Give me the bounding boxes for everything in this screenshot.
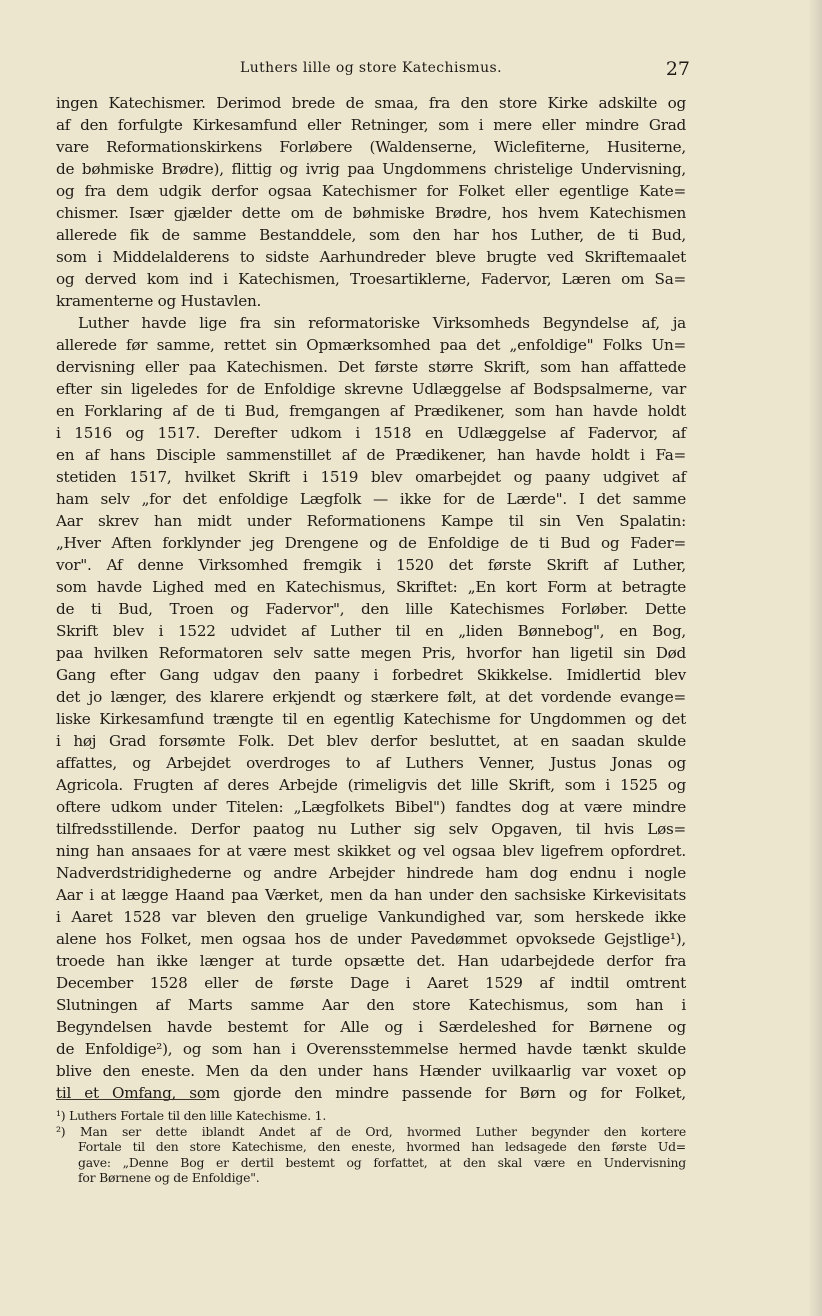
text-line: ingen Katechismer. Derimod brede de smaa, fra den store Kirke adskilte og: [56, 94, 686, 112]
text-line: en af hans Disciple sammenstillet af de Prædikener, han havde holdt i Fa=: [56, 446, 686, 464]
footnote-line: Fortale til den store Katechisme, den eneste, hvormed han ledsagede den første Ud=: [78, 1139, 686, 1154]
text-line: Skrift blev i 1522 udvidet af Luther til en „liden Bønnebog", en Bog,: [56, 622, 686, 640]
footnote-line: gave: „Denne Bog er dertil bestemt og forfattet, at den skal være en Undervisning: [78, 1154, 686, 1170]
text-line: Slutningen af Marts samme Aar den store Katechismus, som han i: [56, 996, 686, 1014]
text-line: og derved kom ind i Katechismen, Troesartiklerne, Fadervor, Læren om Sa=: [56, 270, 686, 288]
text-line: en Forklaring af de ti Bud, fremgangen af Prædikener, som han havde holdt: [56, 402, 686, 420]
text-line: de ti Bud, Troen og Fadervor", den lille Katechismes Forløber. Dette: [56, 600, 686, 618]
running-head: Luthers lille og store Katechismus.: [240, 60, 502, 76]
text-line: Luther havde lige fra sin reformatoriske Virksomheds Begyndelse af, ja: [78, 314, 686, 332]
text-line: ning han ansaaes for at være mest skikket og vel ogsaa blev ligefrem opfordret.: [56, 842, 686, 860]
text-line: alene hos Folket, men ogsaa hos de under Pavedømmet opvoksede Gejstlige¹),: [56, 930, 686, 948]
text-line: chismer. Især gjælder dette om de bøhmiske Brødre, hos hvem Katechismen: [56, 204, 686, 222]
text-line: ham selv „for det enfoldige Lægfolk — ikke for de Lærde". I det samme: [56, 490, 686, 508]
text-line: det jo længer, des klarere erkjendt og stærkere følt, at det vordende evange=: [56, 688, 686, 706]
text-line: som i Middelalderens to sidste Aarhundreder bleve brugte ved Skriftemaalet: [56, 248, 686, 266]
text-line: Nadverdstridighederne og andre Arbejder hindrede ham dog endnu i nogle: [56, 864, 686, 882]
text-line: affattes, og Arbejdet overdroges to af Luthers Venner, Justus Jonas og: [56, 754, 686, 772]
text-line: af den forfulgte Kirkesamfund eller Retninger, som i mere eller mindre Grad: [56, 116, 686, 134]
text-line: liske Kirkesamfund trængte til en egentlig Katechisme for Ungdommen og det: [56, 710, 686, 728]
text-line: Aar skrev han midt under Reformationens Kampe til sin Ven Spalatin:: [56, 512, 686, 530]
text-line: blive den eneste. Men da den under hans Hænder uvilkaarlig var voxet op: [56, 1062, 686, 1080]
text-line: til et Omfang, som gjorde den mindre passende for Børn og for Folket,: [56, 1084, 686, 1102]
page-edge-shadow: [808, 0, 822, 1316]
text-line: efter sin ligeledes for de Enfoldige skrevne Udlæggelse af Bodspsalmerne, var: [56, 380, 686, 398]
footnotes: [56, 1108, 686, 1186]
text-line: oftere udkom under Titelen: „Lægfolkets Bibel") fandtes dog at være mindre: [56, 798, 686, 816]
text-line: allerede fik de samme Bestanddele, som den har hos Luther, de ti Bud,: [56, 226, 686, 244]
footnote-divider: [56, 1099, 206, 1100]
text-line: Begyndelsen havde bestemt for Alle og i Særdeleshed for Børnene og: [56, 1018, 686, 1036]
text-line: vare Reformationskirkens Forløbere (Waldenserne, Wiclefiterne, Husiterne,: [56, 138, 686, 156]
text-line: og fra dem udgik derfor ogsaa Katechismer for Folket eller egentlige Kate=: [56, 182, 686, 200]
text-line: Agricola. Frugten af deres Arbejde (rimeligvis det lille Skrift, som i 1525 og: [56, 776, 686, 794]
text-line: de Enfoldige²), og som han i Overensstemmelse hermed havde tænkt skulde: [56, 1040, 686, 1058]
text-line: vor". Af denne Virksomhed fremgik i 1520 det første Skrift af Luther,: [56, 556, 686, 574]
text-line: dervisning eller paa Katechismen. Det første større Skrift, som han affattede: [56, 358, 686, 376]
text-line: i Aaret 1528 var bleven den gruelige Vankundighed var, som herskede ikke: [56, 908, 686, 926]
text-line: December 1528 eller de første Dage i Aaret 1529 af indtil omtrent: [56, 974, 686, 992]
text-line: allerede før samme, rettet sin Opmærksomhed paa det „enfoldige" Folks Un=: [56, 336, 686, 354]
text-line: de bøhmiske Brødre), flittig og ivrig paa Ungdommens christelige Undervisning,: [56, 160, 686, 178]
footnote-line: ²) Man ser dette iblandt Andet af de Ord, hvormed Luther begynder den kortere: [56, 1123, 686, 1139]
text-line: Gang efter Gang udgav den paany i forbedret Skikkelse. Imidlertid blev: [56, 666, 686, 684]
footnote-line: for Børnene og de Enfoldige".: [78, 1170, 260, 1185]
text-line: stetiden 1517, hvilket Skrift i 1519 blev omarbejdet og paany udgivet af: [56, 468, 686, 486]
page-number: 27: [665, 58, 690, 80]
page-header: [56, 58, 690, 82]
text-line: tilfredsstillende. Derfor paatog nu Luther sig selv Opgaven, til hvis Løs=: [56, 820, 686, 838]
text-line: troede han ikke længer at turde opsætte det. Han udarbejdede derfor fra: [56, 952, 686, 970]
text-line: i høj Grad forsømte Folk. Det blev derfor besluttet, at en saadan skulde: [56, 732, 686, 750]
text-line: „Hver Aften forklynder jeg Drengene og de Enfoldige de ti Bud og Fader=: [56, 534, 686, 552]
text-line: i 1516 og 1517. Derefter udkom i 1518 en Udlæggelse af Fadervor, af: [56, 424, 686, 442]
body-text: [56, 92, 686, 1104]
text-line: kramenterne og Hustavlen.: [56, 292, 262, 310]
text-line: Aar i at lægge Haand paa Værket, men da han under den sachsiske Kirkevisitats: [56, 886, 686, 904]
footnote-line: ¹) Luthers Fortale til den lille Katechisme. 1.: [56, 1108, 327, 1123]
text-line: paa hvilken Reformatoren selv satte megen Pris, hvorfor han ligetil sin Død: [56, 644, 686, 662]
text-line: som havde Lighed med en Katechismus, Skriftet: „En kort Form at betragte: [56, 578, 686, 596]
